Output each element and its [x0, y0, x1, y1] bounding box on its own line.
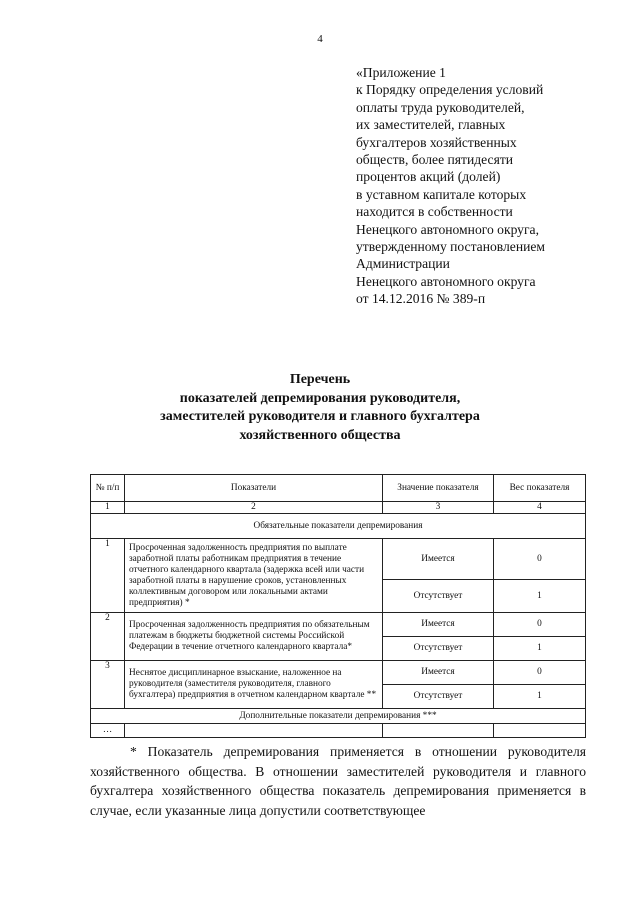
title-line: заместителей руководителя и главного бухгалтера — [160, 409, 480, 424]
appendix-line: к Порядку определения условий — [356, 82, 544, 98]
weight-present: 0 — [494, 539, 586, 580]
weight-present: 0 — [494, 613, 586, 637]
value-present: Имеется — [383, 613, 494, 637]
appendix-line: Ненецкого автономного округа, — [356, 221, 539, 237]
value-present: Имеется — [383, 661, 494, 685]
value-absent: Отсутствует — [383, 637, 494, 661]
section-additional: Дополнительные показатели депремирования *** — [91, 709, 586, 724]
section-row — [91, 709, 586, 724]
ellipsis-cell: … — [91, 724, 125, 738]
table-row — [91, 724, 586, 738]
appendix-line: их заместителей, главных — [356, 117, 506, 133]
title-line: Перечень — [289, 372, 351, 387]
appendix-line: «Приложение 1 — [356, 65, 446, 80]
empty-cell — [125, 724, 383, 738]
appendix-line: обществ, более пятидесяти — [356, 152, 514, 168]
appendix-line: бухгалтеров хозяйственных — [356, 134, 517, 150]
footnote-text: * Показатель депремирования применяется в отношении руководителя хозяйственного общества. В отношении заместителей руководителя и главного бухгалтера хозяйственного общества показатель депремирования применяется в случае, если указанные лица допустили соответствующее — [90, 744, 586, 818]
weight-absent: 1 — [494, 580, 586, 613]
footnote-paragraph — [90, 742, 586, 820]
empty-cell — [494, 724, 586, 738]
appendix-line: в уставном капитале которых — [356, 186, 527, 202]
column-numbers-row — [91, 502, 586, 514]
indicator-text: Неснятое дисциплинарное взыскание, наложенное на руководителя (заместителя руководителя, главного бухгалтера) предприятия в отчетном календарном квартале ** — [125, 661, 383, 709]
appendix-line: процентов акций (долей) — [356, 169, 501, 185]
page-number: 4 — [317, 33, 323, 45]
appendix-line: находится в собственности — [356, 204, 513, 220]
empty-cell — [383, 724, 494, 738]
document-title — [0, 371, 640, 445]
appendix-line: оплаты труда руководителей, — [356, 99, 525, 115]
table-row — [91, 613, 586, 637]
column-number: 1 — [91, 502, 125, 514]
table-header-row — [91, 475, 586, 502]
indicator-text: Просроченная задолженность предприятия по обязательным платежам в бюджеты бюджетной системы Российской Федерации в течение отчетного календарного квартала* — [125, 613, 383, 661]
row-number: 1 — [91, 539, 125, 613]
appendix-line: Администрации — [356, 256, 450, 272]
column-number: 2 — [125, 502, 383, 514]
title-line: хозяйственного общества — [239, 427, 401, 443]
column-number: 4 — [494, 502, 586, 514]
header-indicators: Показатели — [125, 475, 383, 502]
appendix-line: утвержденному постановлением — [356, 239, 546, 255]
appendix-reference — [356, 64, 626, 308]
table-row — [91, 539, 586, 580]
value-absent: Отсутствует — [383, 580, 494, 613]
table-row — [91, 661, 586, 685]
section-row — [91, 514, 586, 539]
title-line: показателей депремирования руководителя, — [179, 390, 461, 406]
row-number: 3 — [91, 661, 125, 709]
value-present: Имеется — [383, 539, 494, 580]
section-mandatory: Обязательные показатели депремирования — [91, 514, 586, 539]
weight-absent: 1 — [494, 637, 586, 661]
column-number: 3 — [383, 502, 494, 514]
indicator-text: Просроченная задолженность предприятия по выплате заработной платы работникам предприятия в течение отчетного календарного квартала (задержка всей или части заработной платы в нарушение сроков, установленных коллективным договором или локальными актами предприятия) * — [125, 539, 383, 613]
weight-absent: 1 — [494, 685, 586, 709]
appendix-line: от 14.12.2016 № 389-п — [356, 291, 486, 307]
header-weight: Вес показателя — [494, 475, 586, 502]
value-absent: Отсутствует — [383, 685, 494, 709]
header-num: № п/п — [91, 475, 125, 502]
indicators-table — [90, 474, 586, 738]
weight-present: 0 — [494, 661, 586, 685]
row-number: 2 — [91, 613, 125, 661]
appendix-line: Ненецкого автономного округа — [356, 273, 536, 289]
header-value: Значение показателя — [383, 475, 494, 502]
